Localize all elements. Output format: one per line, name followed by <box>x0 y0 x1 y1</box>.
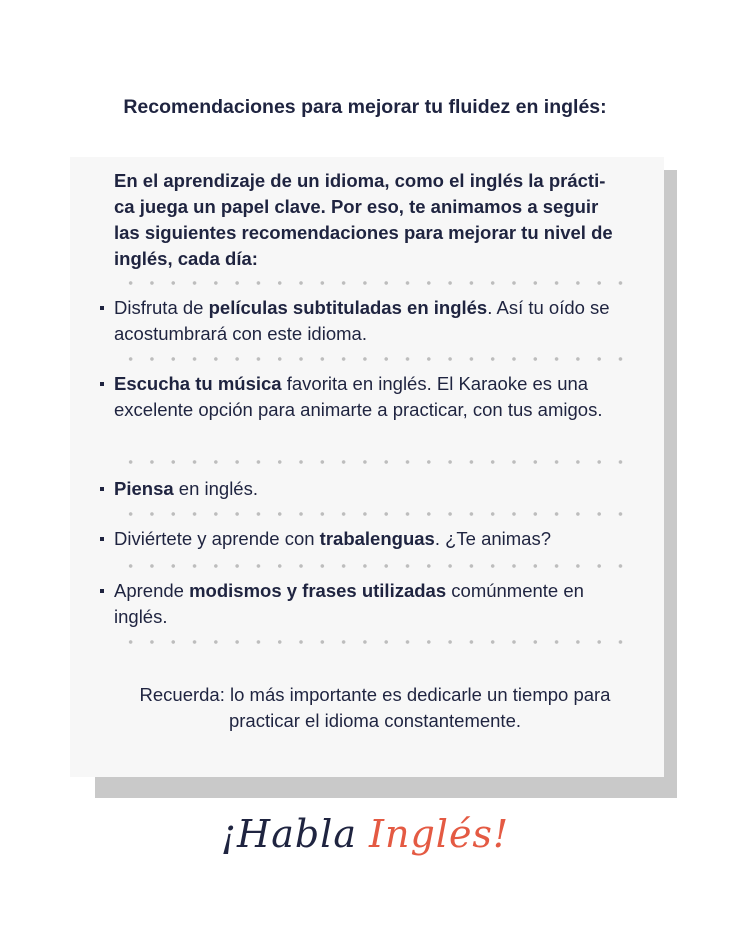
dotted-divider <box>120 357 632 361</box>
closing-line: Recuerda: lo más importante es dedicarle un tiempo para <box>139 684 611 705</box>
intro-line: inglés, cada día: <box>114 248 258 269</box>
bullet-icon <box>100 382 104 386</box>
brand-part-1: ¡Habla <box>220 812 357 856</box>
brand-part-2: Inglés! <box>368 812 510 856</box>
bullet-icon <box>100 537 104 541</box>
intro-line: En el aprendizaje de un idioma, como el inglés la prácti- <box>114 170 606 191</box>
tip-item: Piensa en inglés. <box>100 476 640 502</box>
tip-item: Escucha tu música favorita en inglés. El Karaoke es una excelente opción para animarte a practicar, con tus amigos. <box>100 371 620 423</box>
bullet-icon <box>100 589 104 593</box>
tip-item: Aprende modismos y frases utilizadas comúnmente en inglés. <box>100 578 625 630</box>
bullet-icon <box>100 306 104 310</box>
bullet-icon <box>100 487 104 491</box>
closing-note <box>100 682 650 734</box>
dotted-divider <box>120 281 632 285</box>
intro-line: ca juega un papel clave. Por eso, te animamos a seguir <box>114 196 599 217</box>
dotted-divider <box>120 512 632 516</box>
intro-line: las siguientes recomendaciones para mejorar tu nivel de <box>114 222 613 243</box>
tip-item: Disfruta de películas subtituladas en inglés. Así tu oído se acostumbrará con este idioma. <box>100 295 645 347</box>
dotted-divider <box>120 564 632 568</box>
dotted-divider <box>120 640 632 644</box>
tip-item: Diviértete y aprende con trabalenguas. ¿Te animas? <box>100 526 640 552</box>
intro-paragraph <box>114 168 634 272</box>
brand-logo <box>0 812 730 856</box>
dotted-divider <box>120 460 632 464</box>
closing-line: practicar el idioma constantemente. <box>228 710 522 731</box>
page-title: Recomendaciones para mejorar tu fluidez en inglés: <box>123 96 607 118</box>
